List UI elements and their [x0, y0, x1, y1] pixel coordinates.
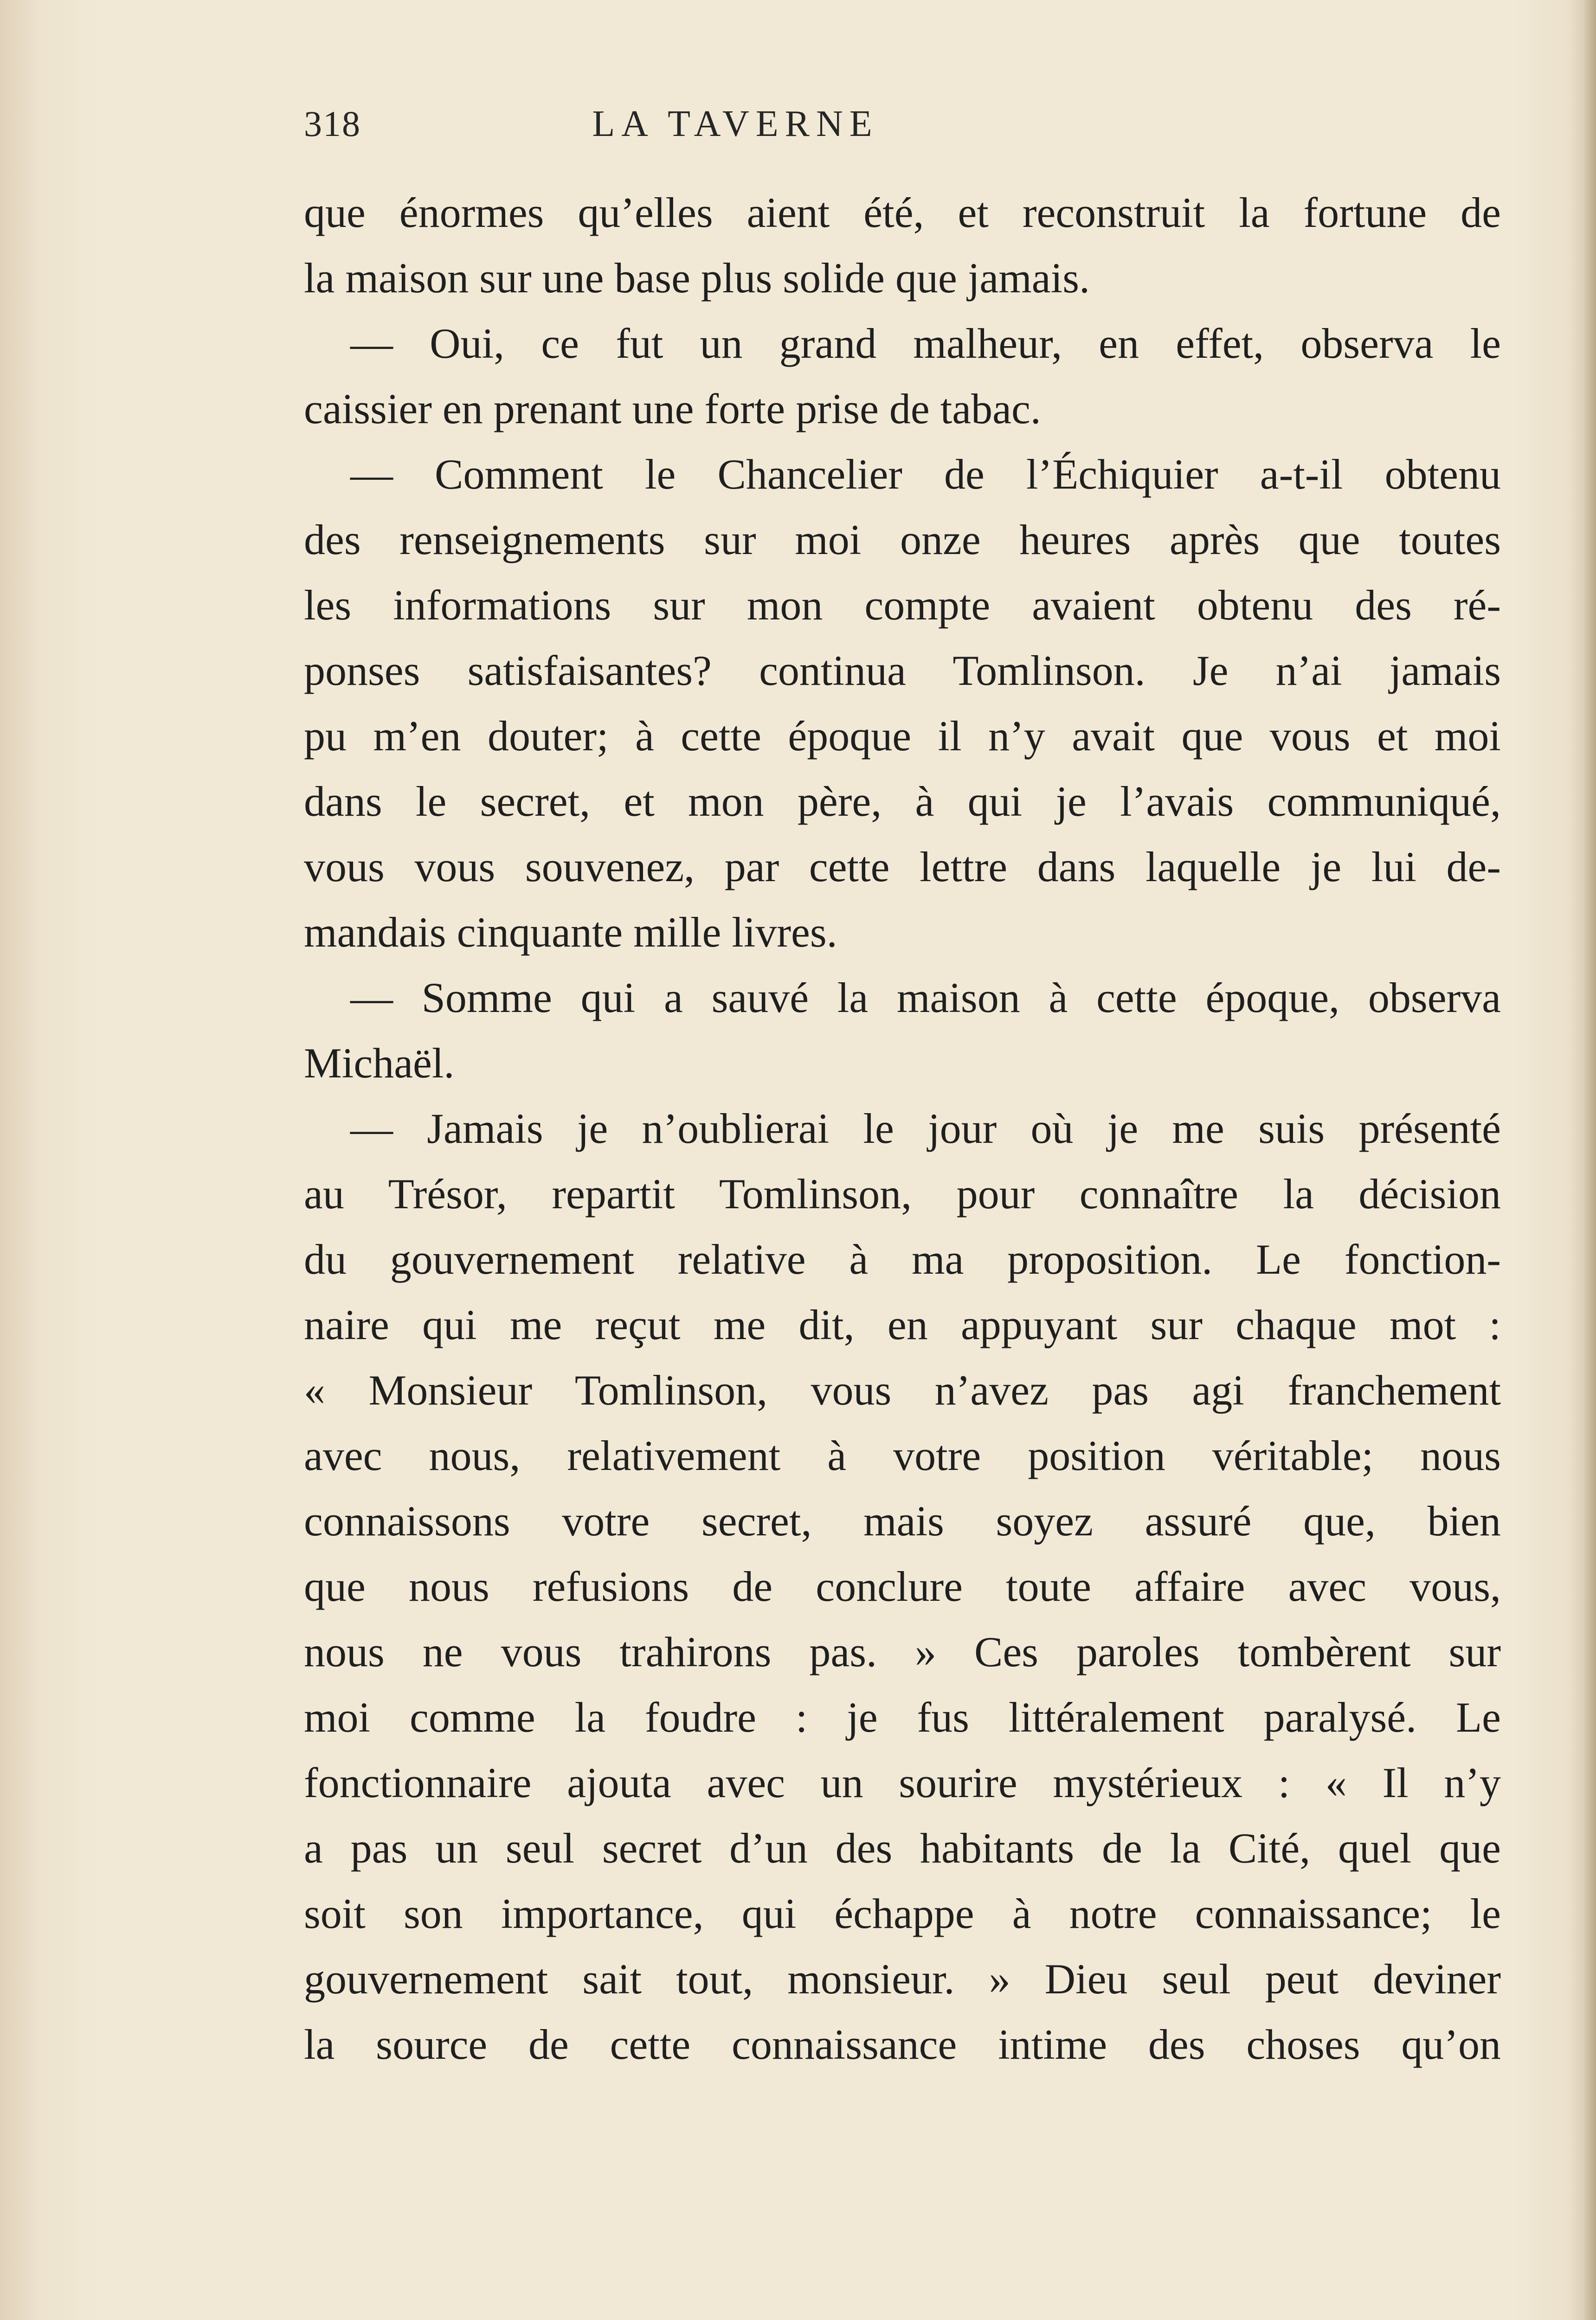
text-line: la source de cette connaissance intime des choses qu’on	[304, 2021, 1501, 2068]
text-line: au Trésor, repartit Tomlinson, pour connaître la décision	[304, 1170, 1501, 1218]
text-line: pu m’en douter; à cette époque il n’y avait que vous et moi	[304, 712, 1501, 760]
text-line: mandais cinquante mille livres.	[304, 909, 837, 956]
text-line: — Somme qui a sauvé la maison à cette époque, observa	[350, 974, 1501, 1021]
text-line: — Oui, ce fut un grand malheur, en effet, observa le	[350, 320, 1501, 367]
page-number: 318	[304, 103, 361, 144]
text-line: les informations sur mon compte avaient obtenu des ré-	[304, 581, 1501, 629]
text-line: moi comme la foudre : je fus littéralement paralysé. Le	[304, 1694, 1501, 1741]
text-line: la maison sur une base plus solide que jamais.	[304, 254, 1090, 302]
text-line: — Comment le Chancelier de l’Échiquier a-t-il obtenu	[350, 451, 1501, 498]
text-line: des renseignements sur moi onze heures après que toutes	[304, 516, 1501, 563]
text-line: vous vous souvenez, par cette lettre dans laquelle je lui de-	[304, 843, 1501, 890]
text-line: que énormes qu’elles aient été, et reconstruit la fortune de	[304, 189, 1501, 236]
text-line: a pas un seul secret d’un des habitants de la Cité, quel que	[304, 1824, 1501, 1872]
text-line: fonctionnaire ajouta avec un sourire mystérieux : « Il n’y	[304, 1759, 1501, 1806]
text-line: que nous refusions de conclure toute affaire avec vous,	[304, 1563, 1501, 1610]
text-line: ponses satisfaisantes? continua Tomlinson. Je n’ai jamais	[304, 647, 1501, 694]
page-edge	[1584, 0, 1596, 2320]
text-line: du gouvernement relative à ma proposition. Le fonction-	[304, 1236, 1501, 1283]
text-line: avec nous, relativement à votre position véritable; nous	[304, 1432, 1501, 1479]
text-line: soit son importance, qui échappe à notre connaissance; le	[304, 1890, 1501, 1937]
text-line: caissier en prenant une forte prise de tabac.	[304, 385, 1041, 432]
text-line: connaissons votre secret, mais soyez assuré que, bien	[304, 1497, 1501, 1545]
text-line: nous ne vous trahirons pas. » Ces paroles tombèrent sur	[304, 1628, 1501, 1676]
running-header	[304, 103, 1065, 154]
text-line: « Monsieur Tomlinson, vous n’avez pas agi franchement	[304, 1366, 1501, 1414]
body-text	[304, 180, 1501, 2077]
text-line: gouvernement sait tout, monsieur. » Dieu seul peut deviner	[304, 1955, 1501, 2003]
running-title: LA TAVERNE	[592, 103, 879, 144]
text-line: — Jamais je n’oublierai le jour où je me suis présenté	[350, 1105, 1501, 1152]
text-line: Michaël.	[304, 1039, 455, 1087]
text-line: dans le secret, et mon père, à qui je l’avais communiqué,	[304, 778, 1501, 825]
text-line: naire qui me reçut me dit, en appuyant sur chaque mot :	[304, 1301, 1501, 1348]
